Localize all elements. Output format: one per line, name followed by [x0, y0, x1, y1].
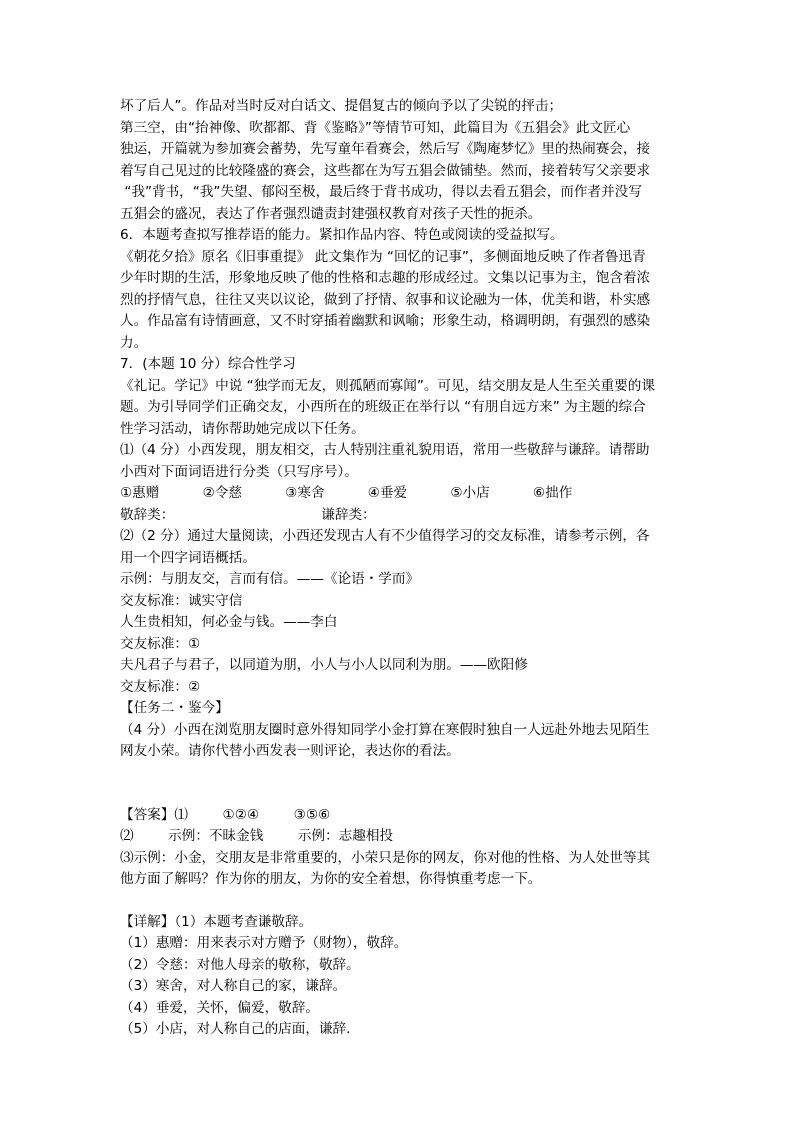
text-line: 独运，开篇就为参加赛会蓄势，先写童年看赛会，然后写《陶庵梦忆》里的热闹赛会，接 — [120, 141, 651, 157]
text-line: 交友标准：① — [120, 635, 201, 652]
text-line: 力。 — [120, 334, 148, 351]
text-line: 人生贵相知，何必金与钱。——李白 — [120, 614, 338, 630]
answer-line: ⑶示例：小金，交朋友是非常重要的，小荣只是你的网友，你对他的性格、为人处世等其 — [120, 849, 651, 866]
text-line: 交友标准：② — [120, 678, 201, 695]
text-line: ⑵（2 分）通过大量阅读，小西还发现古人有不少值得学习的交友标准，请参考示例，各 — [120, 528, 650, 544]
explanation-line: （1）惠赠：用来表示对方赠予（财物），敬辞。 — [120, 935, 408, 951]
text-line: 坏了后人”。作品对当时反对白话文、提倡复古的倾向予以了尖锐的抨击； — [120, 98, 563, 114]
text-line: 夫凡君子与君子，以同道为朋，小人与小人以同利为朋。——欧阳修 — [120, 657, 528, 673]
text-line: 交友标准：诚实守信 — [120, 592, 243, 609]
text-line: 6．本题考查拟写推荐语的能力。紧扣作品内容、特色或阅读的受益拟写。 — [120, 227, 564, 243]
text-line: 性学习活动，请你帮助她完成以下任务。 — [120, 420, 365, 437]
text-line: 着写自己见过的比较隆盛的赛会，这些都在为写五猖会做铺垫。然而，接着转写父亲要求 — [120, 162, 651, 179]
text-line: 小西对下面词语进行分类（只写序号）。 — [120, 463, 358, 480]
text-line: ①惠赠 ②令慈 ③寒舍 ④垂爱 ⑤小店 ⑥拙作 — [120, 485, 573, 501]
explanation-block — [120, 912, 680, 1041]
spacer — [120, 891, 680, 912]
text-line: 用一个四字词语概括。 — [120, 549, 256, 566]
explanation-line: （2）令慈：对他人母亲的敬称，敬辞。 — [120, 956, 360, 973]
text-line: 题。为引导同学们正确交友，小西所在的班级正在举行以 “有朋自远方来” 为主题的综合 — [120, 399, 646, 415]
text-line: 第三空，由“抬神像、吹都都、背《鉴略》”等情节可知，此篇目为《五猖会》此文匠心 — [120, 119, 631, 136]
text-line: 示例：与朋友交，言而有信。——《论语・学而》 — [120, 571, 420, 587]
answer-line: 他方面了解吗？作为你的朋友，为你的安全着想，你得慎重考虑一下。 — [120, 871, 542, 887]
explanation-line: （3）寒舍，对人称自己的家，谦辞。 — [120, 978, 347, 994]
spacer — [120, 763, 680, 805]
answer-line: 【答案】⑴ ①②④ ③⑤⑥ — [120, 806, 331, 823]
text-line: 《朝花夕拾》原名《旧事重提》 此文集作为 “回忆的记事”，多侧面地反映了作者鲁迅青 — [120, 248, 646, 265]
text-line: “我”背书，“我”失望、郁闷至极，最后终于背书成功，得以去看五猖会，而作者并没写 — [120, 184, 642, 200]
explanation-line: 【详解】（1）本题考查谦敬辞。 — [120, 913, 313, 930]
text-line: 7．(本题 10 分）综合性学习 — [120, 356, 296, 372]
text-line: ⑴（4 分）小西发现，朋友相交，古人特别注重礼貌用语，常用一些敬辞与谦辞。请帮助 — [120, 442, 650, 458]
text-line: 网友小荣。请你代替小西发表一则评论，表达你的看法。 — [120, 743, 460, 759]
text-line: 【任务二・鉴今】 — [120, 700, 229, 716]
answer-line: ⑵ 示例：不昧金钱 示例：志趣相投 — [120, 828, 394, 844]
text-line: 敬辞类： 谦辞类： — [120, 506, 376, 523]
explanation-line: （5）小店，对人称自己的店面，谦辞. — [120, 1021, 351, 1037]
question-text-block — [120, 96, 680, 763]
text-line: 《礼记。学记》中说 “独学而无友，则孤陋而寡闻”。可见，结交朋友是人生至关重要的课 — [120, 377, 655, 394]
explanation-line: （4）垂爱，关怀，偏爱，敬辞。 — [120, 999, 319, 1016]
document-body — [120, 96, 680, 1041]
answer-block — [120, 805, 680, 891]
text-line: 烈的抒情气息，往往又夹以议论，做到了抒情、叙事和议论融为一体，优美和谐，朴实感 — [120, 291, 651, 308]
text-line: 人。作品富有诗情画意，又不时穿插着幽默和讽喻；形象生动，格调明朗，有强烈的感染 — [120, 313, 651, 329]
text-line: 少年时期的生活，形象地反映了他的性格和志趣的形成经过。文集以记事为主，饱含着浓 — [120, 270, 651, 286]
text-line: （4 分）小西在浏览朋友圈时意外得知同学小金打算在寒假时独自一人远赴外地去见陌生 — [120, 721, 650, 738]
text-line: 五猖会的盛况，表达了作者强烈谴责封建强权教育对孩子天性的扼杀。 — [120, 205, 542, 222]
